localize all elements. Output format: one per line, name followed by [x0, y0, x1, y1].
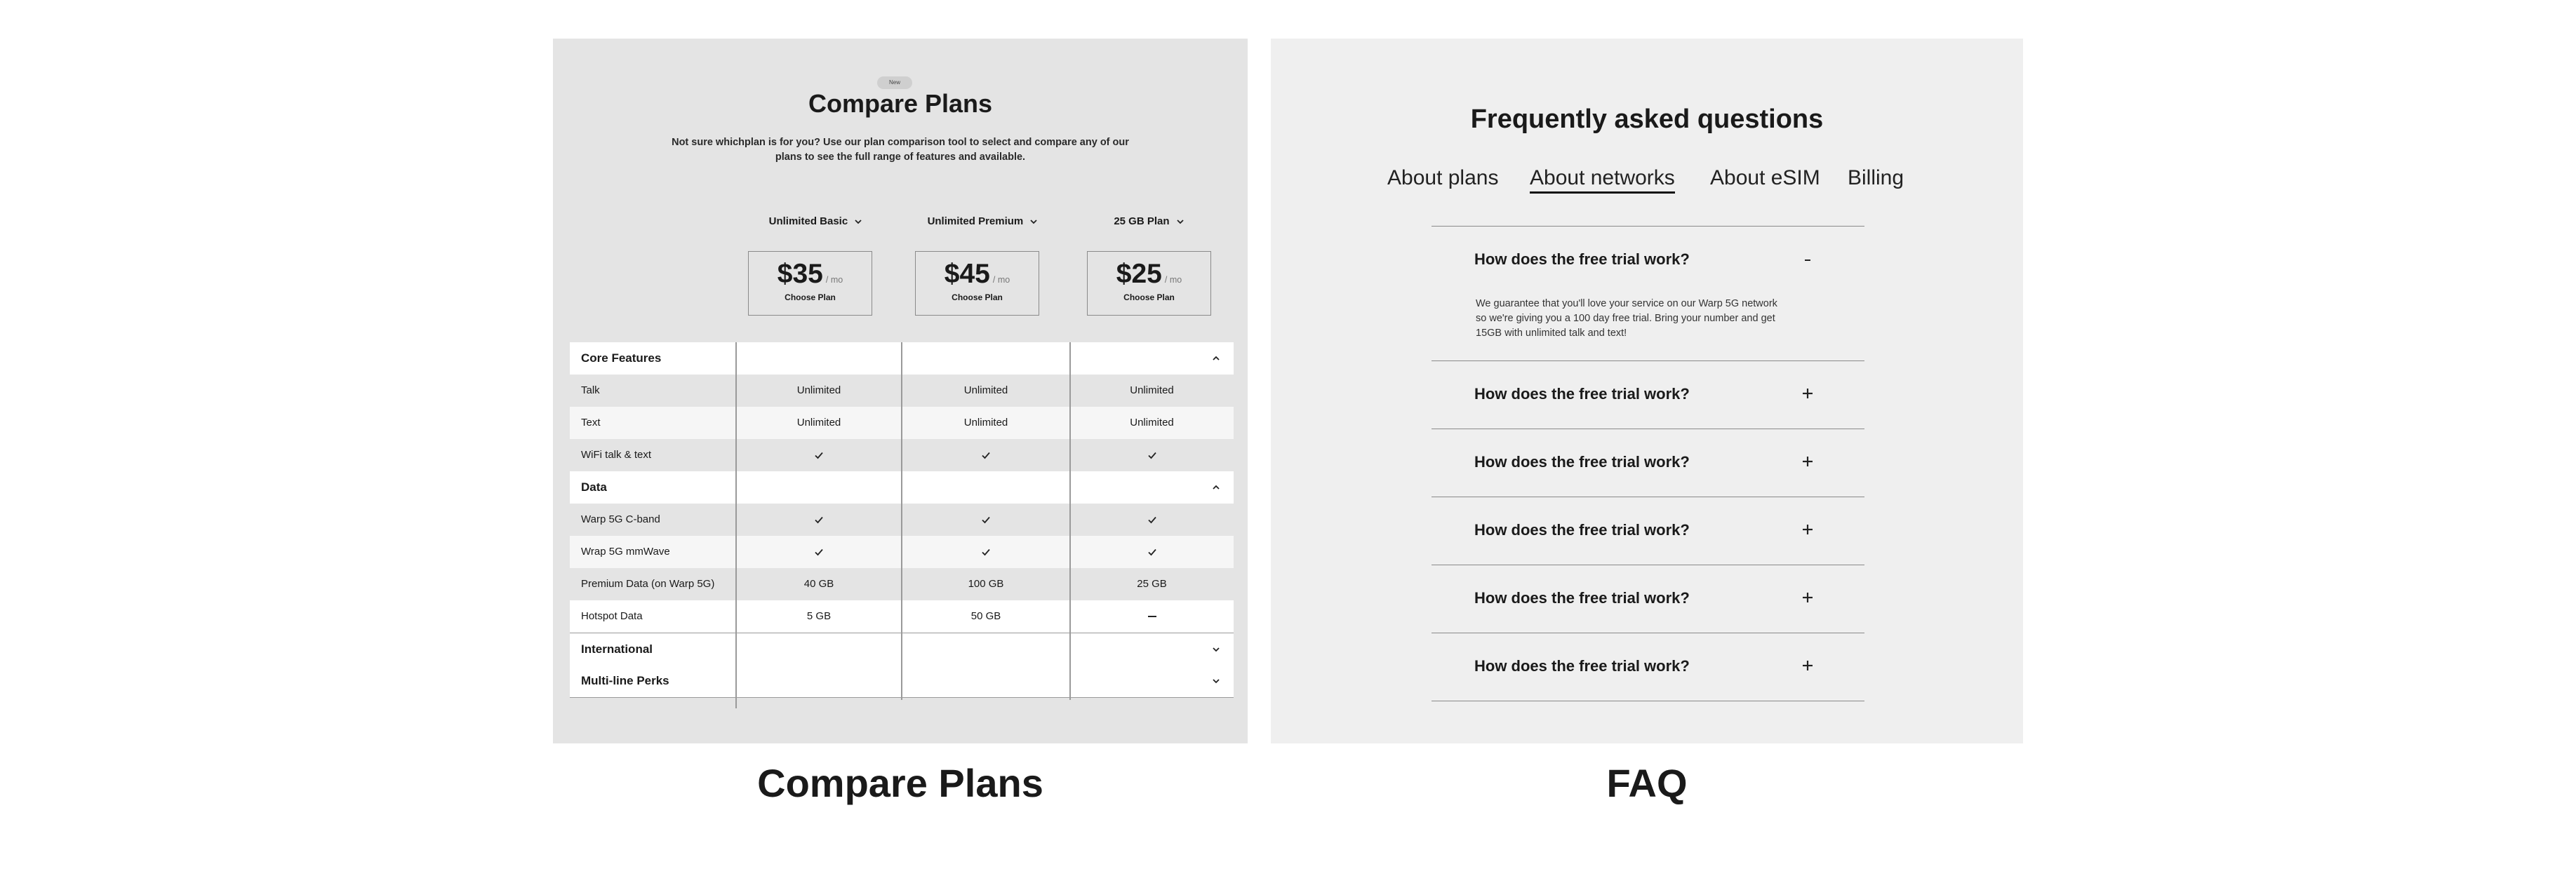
checkmark-icon [1147, 450, 1157, 460]
faq-item[interactable] [1432, 360, 1864, 429]
faq-caption: FAQ [1606, 761, 1688, 805]
table-cell [1070, 504, 1234, 536]
checkmark-icon [1147, 515, 1157, 525]
table-cell: Unlimited [796, 417, 841, 429]
price-card-3[interactable] [1087, 251, 1211, 316]
table-cell [1070, 439, 1234, 471]
table-cell [902, 504, 1070, 536]
price-period: / mo [992, 275, 1010, 285]
checkmark-icon [814, 547, 824, 557]
chevron-down-icon[interactable] [1211, 645, 1221, 654]
table-cell: Unlimited [963, 417, 1008, 429]
faq-panel [1271, 39, 2023, 743]
checkmark-icon [814, 450, 824, 460]
plan-select-label: 25 GB Plan [1114, 215, 1170, 227]
dash-icon [1147, 612, 1158, 621]
checkmark-icon [981, 547, 991, 557]
table-cell [902, 439, 1070, 471]
faq-item[interactable] [1432, 226, 1864, 361]
choose-plan-button[interactable]: Choose Plan [785, 292, 836, 302]
table-cell: 25 GB [1137, 578, 1167, 590]
column-divider [735, 342, 737, 708]
faq-item[interactable] [1432, 497, 1864, 565]
tab-billing[interactable]: Billing [1848, 166, 1904, 189]
table-cell: Unlimited [963, 384, 1008, 396]
plus-icon[interactable] [1801, 454, 1815, 468]
minus-icon[interactable] [1801, 253, 1815, 267]
tab-about-esim[interactable]: About eSIM [1710, 166, 1820, 189]
checkmark-icon [814, 515, 824, 525]
price-card-1[interactable] [748, 251, 872, 316]
table-cell [736, 439, 902, 471]
faq-item[interactable] [1432, 429, 1864, 497]
price-amount: $25 [1116, 259, 1162, 289]
tab-about-plans[interactable]: About plans [1387, 166, 1499, 189]
new-badge: New [877, 76, 912, 89]
row-label: Hotspot Data [581, 610, 643, 622]
table-cell: 50 GB [970, 610, 1001, 622]
row-label: Wrap 5G mmWave [581, 546, 670, 558]
chevron-down-icon [1175, 217, 1185, 227]
compare-plans-panel [553, 39, 1248, 743]
compare-title: Compare Plans [808, 89, 993, 118]
faq-answer: We guarantee that you'll love your service on our Warp 5G network so we're giving you a 100 day free trial. Bring your number and get 15GB with unlimited talk and text! [1476, 298, 1777, 339]
plus-icon[interactable] [1801, 522, 1815, 537]
row-label: Talk [581, 384, 600, 396]
section-title: Data [581, 480, 607, 494]
price-card-2[interactable] [915, 251, 1039, 316]
chevron-up-icon[interactable] [1211, 353, 1221, 363]
plan-select-3[interactable] [1079, 215, 1220, 227]
plan-select-2[interactable] [913, 215, 1053, 227]
price-amount: $35 [777, 259, 823, 289]
faq-question[interactable]: How does the free trial work? [1474, 385, 1690, 403]
price-amount: $45 [944, 259, 990, 289]
row-label: Premium Data (on Warp 5G) [581, 578, 715, 590]
table-cell [902, 536, 1070, 568]
price-period: / mo [1164, 275, 1182, 285]
section-title: International [581, 642, 653, 656]
plus-icon[interactable] [1801, 659, 1815, 673]
column-divider [1069, 342, 1071, 700]
table-cell: 5 GB [806, 610, 832, 622]
row-label: Text [581, 417, 601, 429]
row-label: Warp 5G C-band [581, 513, 660, 525]
faq-question[interactable]: How does the free trial work? [1474, 453, 1690, 471]
plan-select-1[interactable] [746, 215, 886, 227]
table-cell [736, 504, 902, 536]
chevron-down-icon[interactable] [1211, 676, 1221, 686]
section-title: Multi-line Perks [581, 674, 669, 687]
checkmark-icon [981, 450, 991, 460]
table-cell: 100 GB [968, 578, 1004, 590]
table-cell [1070, 536, 1234, 568]
choose-plan-button[interactable]: Choose Plan [1123, 292, 1175, 302]
faq-question[interactable]: How does the free trial work? [1474, 521, 1690, 539]
faq-item[interactable] [1432, 565, 1864, 633]
faq-question[interactable]: How does the free trial work? [1474, 250, 1690, 268]
row-label: WiFi talk & text [581, 449, 652, 461]
faq-question[interactable]: How does the free trial work? [1474, 589, 1690, 607]
choose-plan-button[interactable]: Choose Plan [952, 292, 1003, 302]
table-cell [1070, 600, 1234, 633]
plus-icon[interactable] [1801, 386, 1815, 400]
faq-question[interactable]: How does the free trial work? [1474, 657, 1690, 675]
table-cell: Unlimited [1130, 417, 1174, 429]
table-cell: Unlimited [1130, 384, 1174, 396]
plus-icon[interactable] [1801, 591, 1815, 605]
table-cell: 40 GB [803, 578, 834, 590]
section-title: Core Features [581, 351, 662, 365]
table-cell [736, 536, 902, 568]
faq-title: Frequently asked questions [1470, 104, 1824, 134]
plan-select-label: Unlimited Premium [927, 215, 1024, 227]
chevron-down-icon [1029, 217, 1039, 227]
table-cell: Unlimited [796, 384, 841, 396]
faq-item[interactable] [1432, 633, 1864, 701]
plan-select-label: Unlimited Basic [768, 215, 848, 227]
price-period: / mo [825, 275, 843, 285]
chevron-up-icon[interactable] [1211, 483, 1221, 492]
checkmark-icon [981, 515, 991, 525]
compare-subtitle: Not sure whichplan is for you? Use our plan comparison tool to select and compare any of our plans to see the full range of features and available. [672, 137, 1129, 163]
tab-about-networks[interactable]: About networks [1530, 166, 1675, 194]
checkmark-icon [1147, 547, 1157, 557]
chevron-down-icon [853, 217, 863, 227]
column-divider [901, 342, 902, 700]
compare-plans-caption: Compare Plans [757, 761, 1043, 805]
